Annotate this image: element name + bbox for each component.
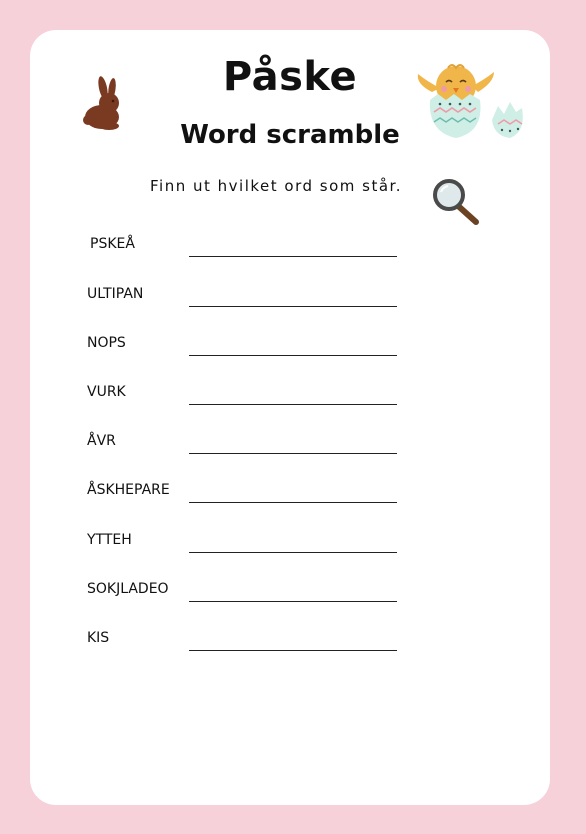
answer-line[interactable]	[189, 256, 397, 257]
scramble-row	[87, 630, 407, 656]
scramble-row	[87, 482, 407, 508]
answer-line[interactable]	[189, 453, 397, 454]
scramble-row	[87, 581, 407, 607]
scrambled-word: KIS	[87, 630, 110, 646]
answer-line[interactable]	[189, 306, 397, 307]
worksheet-card	[30, 30, 550, 805]
scrambled-word: ÅVR	[87, 433, 116, 449]
scramble-row	[87, 532, 407, 558]
scramble-row	[87, 335, 407, 361]
instruction-text: Finn ut hvilket ord som står.	[150, 177, 403, 195]
scrambled-word: YTTEH	[87, 532, 132, 548]
scramble-row	[87, 384, 407, 410]
worksheet-title: Påske	[222, 54, 358, 100]
scrambled-word: SOKJLADEO	[87, 581, 169, 597]
scrambled-word: ÅSKHEPARE	[87, 482, 170, 498]
scrambled-word: PSKEÅ	[90, 236, 135, 252]
magnifying-glass-icon	[432, 178, 480, 226]
scramble-row	[87, 236, 407, 262]
scrambled-word: ULTIPAN	[87, 286, 144, 302]
answer-line[interactable]	[189, 552, 397, 553]
scramble-row	[87, 433, 407, 459]
scramble-row	[87, 286, 407, 312]
answer-line[interactable]	[189, 601, 397, 602]
answer-line[interactable]	[189, 502, 397, 503]
answer-line[interactable]	[189, 404, 397, 405]
scrambled-word: VURK	[87, 384, 126, 400]
worksheet-subtitle: Word scramble	[180, 120, 400, 150]
scrambled-word: NOPS	[87, 335, 126, 351]
answer-line[interactable]	[189, 355, 397, 356]
answer-line[interactable]	[189, 650, 397, 651]
